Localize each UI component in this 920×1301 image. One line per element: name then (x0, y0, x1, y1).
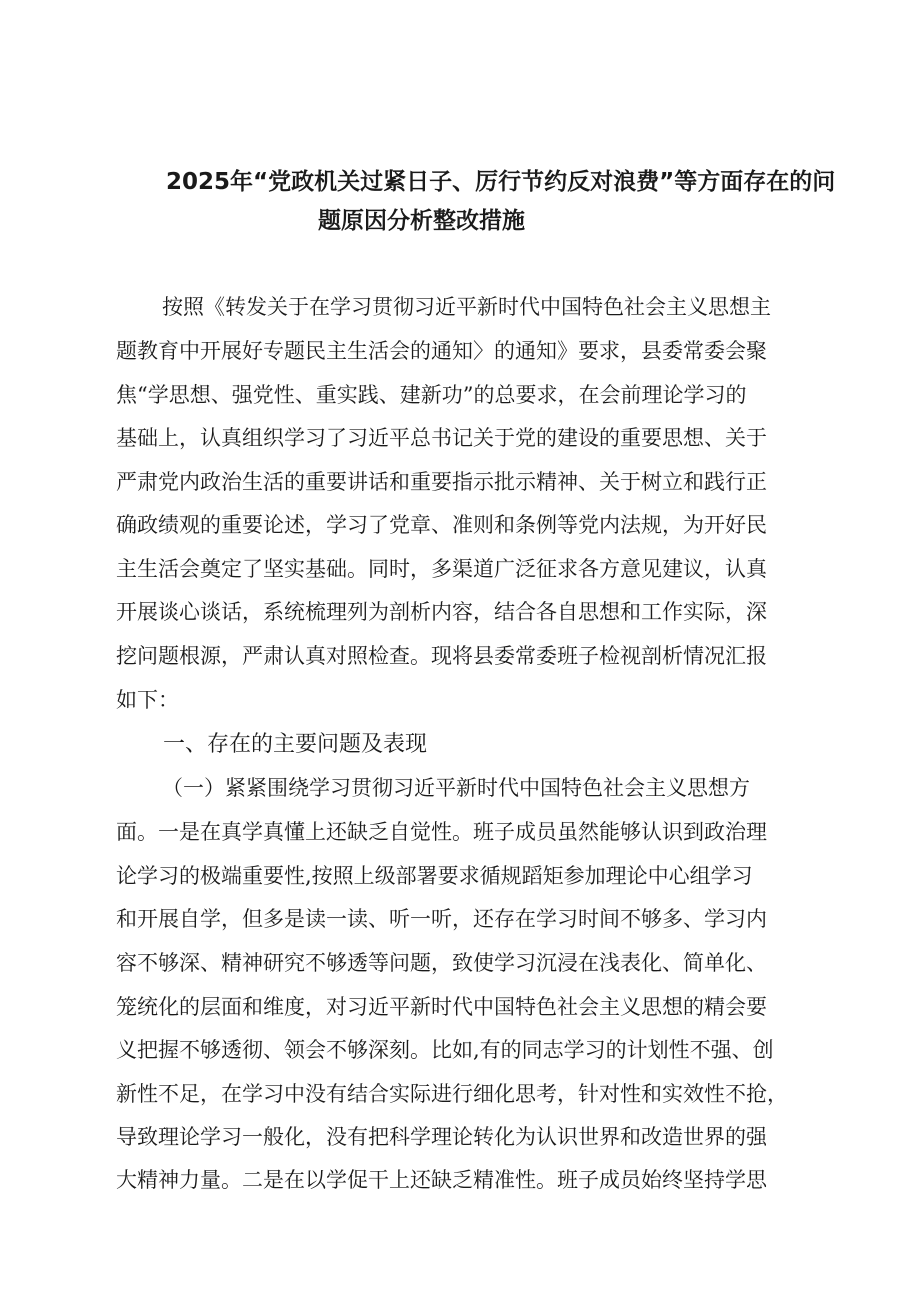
body-line: （一）紧紧围绕学习贯彻习近平新时代中国特色社会主义思想方 (162, 776, 750, 800)
body-line: 笼统化的层面和维度，对习近平新时代中国特色社会主义思想的精会要 (116, 995, 767, 1019)
intro-line: 题教育中开展好专题民主生活会的通知〉的通知》要求，县委常委会聚 (116, 339, 767, 363)
intro-line: 如下： (116, 688, 179, 712)
intro-line: 主生活会奠定了坚实基础。同时，多渠道广泛征求各方意见建议，认真 (116, 557, 767, 581)
section-heading: 一、存在的主要问题及表现 (163, 732, 428, 757)
intro-line: 开展谈心谈话，系统梳理列为剖析内容，结合各自思想和工作实际，深 (116, 600, 767, 624)
body-line: 面。一是在真学真懂上还缺乏自觉性。班子成员虽然能够认识到政治理 (116, 820, 767, 844)
body-line: 义把握不够透彻、领会不够深刻。比如,有的同志学习的计划性不强、创 (116, 1038, 774, 1062)
body-line: 和开展自学，但多是读一读、听一听，还存在学习时间不够多、学习内 (116, 907, 767, 931)
intro-line: 焦“学思想、强党性、重实践、建新功”的总要求，在会前理论学习的 (116, 383, 747, 407)
document-title-line-1: 2025年“党政机关过紧日子、厉行节约反对浪费”等方面存在的问 (166, 169, 836, 195)
intro-line: 严肃党内政治生活的重要讲话和重要指示批示精神、关于树立和践行正 (116, 470, 767, 494)
body-line: 容不够深、精神研究不够透等问题，致使学习沉浸在浅表化、简单化、 (116, 951, 767, 975)
intro-line: 基础上，认真组织学习了习近平总书记关于党的建设的重要思想、关于 (116, 426, 767, 450)
body-line: 论学习的极端重要性,按照上级部署要求循规蹈矩参加理论中心组学习 (116, 864, 753, 888)
body-line: 大精神力量。二是在以学促干上还缺乏精准性。班子成员始终坚持学思 (116, 1168, 767, 1192)
document-title-line-2: 题原因分析整改措施 (318, 208, 525, 234)
intro-line: 挖问题根源，严肃认真对照检查。现将县委常委班子检视剖析情况汇报 (116, 644, 767, 668)
body-line: 导致理论学习一般化，没有把科学理论转化为认识世界和改造世界的强 (116, 1125, 767, 1149)
intro-line: 按照《转发关于在学习贯彻习近平新时代中国特色社会主义思想主 (162, 295, 771, 319)
intro-line: 确政绩观的重要论述，学习了党章、准则和条例等党内法规，为开好民 (116, 513, 767, 537)
body-line: 新性不足，在学习中没有结合实际进行细化思考，针对性和实效性不抢， (116, 1082, 788, 1106)
